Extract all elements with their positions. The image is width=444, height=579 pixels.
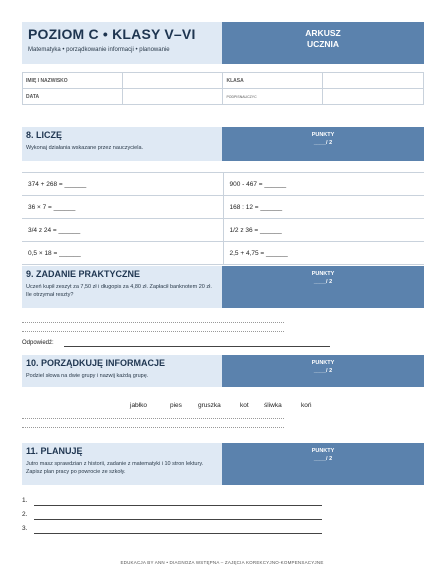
header-badge bbox=[222, 22, 424, 64]
word-item: gruszka bbox=[198, 402, 221, 409]
signature-field[interactable] bbox=[323, 89, 424, 105]
working-line[interactable] bbox=[22, 331, 284, 332]
page-footer: EDUKACJA BY ANN • DIAGNOZA WSTĘPNA – ZAJĘCIA KOREKCYJNO-KOMPENSACYJNE bbox=[120, 560, 324, 565]
grouping-line[interactable] bbox=[22, 427, 284, 428]
task-cell[interactable]: 1/2 z 36 = ______ bbox=[223, 219, 424, 242]
task-cell[interactable]: 0,5 × 18 = ______ bbox=[22, 242, 223, 265]
points-label: PUNKTY bbox=[311, 132, 335, 138]
student-info-table bbox=[22, 72, 424, 105]
section-11-header bbox=[22, 443, 424, 485]
section-11-text bbox=[22, 443, 222, 485]
answer-label: Odpowiedź: bbox=[22, 340, 54, 346]
word-item: śliwka bbox=[264, 402, 282, 409]
points-value: ____/ 2 bbox=[313, 140, 333, 146]
section-9-header bbox=[22, 266, 424, 308]
plan-line[interactable] bbox=[34, 519, 322, 520]
word-item: pies bbox=[170, 402, 182, 409]
worksheet-subtitle: Matematyka • porządkowanie informacji • planowanie bbox=[28, 47, 170, 53]
plan-line[interactable] bbox=[34, 505, 322, 506]
table-row bbox=[22, 242, 424, 265]
section-description: Podziel słowa na dwie grupy i nazwij każdą grupę. bbox=[26, 373, 149, 379]
plan-item bbox=[22, 511, 322, 521]
working-line[interactable] bbox=[22, 322, 284, 323]
worksheet-header bbox=[22, 22, 424, 64]
points-label: PUNKTY bbox=[311, 448, 335, 454]
section-10-text bbox=[22, 355, 222, 387]
section-10-header bbox=[22, 355, 424, 387]
table-row bbox=[22, 219, 424, 242]
section-title: 11. PLANUJĘ bbox=[26, 446, 83, 456]
points-label: PUNKTY bbox=[311, 271, 335, 277]
badge-line-2: UCZNIA bbox=[306, 39, 340, 49]
task-cell[interactable]: 900 - 467 = ______ bbox=[223, 173, 424, 196]
section-9-points bbox=[222, 266, 424, 308]
points-value: ____/ 2 bbox=[313, 456, 333, 462]
date-field[interactable] bbox=[122, 89, 223, 105]
word-item: kot bbox=[240, 402, 249, 409]
section-8-points bbox=[222, 127, 424, 161]
name-label: IMIĘ I NAZWISKO bbox=[23, 73, 123, 89]
section-8-text bbox=[22, 127, 222, 161]
task-cell[interactable]: 2,5 + 4,75 = ______ bbox=[223, 242, 424, 265]
word-item: jabłko bbox=[130, 402, 147, 409]
section-title: 9. ZADANIE PRAKTYCZNE bbox=[26, 269, 141, 279]
worksheet-title: POZIOM C • KLASY V–VI bbox=[28, 26, 196, 42]
section-title: 8. LICZĘ bbox=[26, 130, 63, 140]
task-cell[interactable]: 3/4 z 24 = ______ bbox=[22, 219, 223, 242]
class-label: KLASA bbox=[223, 73, 323, 89]
plan-item bbox=[22, 525, 322, 535]
task-cell[interactable]: 168 : 12 = ______ bbox=[223, 196, 424, 219]
plan-number: 2. bbox=[22, 511, 28, 518]
class-field[interactable] bbox=[323, 73, 424, 89]
grouping-line[interactable] bbox=[22, 418, 284, 419]
date-label: DATA bbox=[23, 89, 123, 105]
section-10-points bbox=[222, 355, 424, 387]
points-label: PUNKTY bbox=[311, 360, 335, 366]
table-row bbox=[22, 173, 424, 196]
word-item: koń bbox=[301, 402, 312, 409]
answer-line[interactable] bbox=[64, 346, 330, 347]
signature-label: PODPISNAUCZYC bbox=[223, 89, 323, 105]
task-cell[interactable]: 36 × 7 = ______ bbox=[22, 196, 223, 219]
table-row bbox=[22, 196, 424, 219]
plan-line[interactable] bbox=[34, 533, 322, 534]
section-11-points bbox=[222, 443, 424, 485]
calculation-grid bbox=[22, 172, 424, 265]
section-9-text bbox=[22, 266, 222, 308]
plan-item bbox=[22, 497, 322, 507]
plan-number: 1. bbox=[22, 497, 28, 504]
plan-number: 3. bbox=[22, 525, 28, 532]
section-title: 10. PORZĄDKUJĘ INFORMACJE bbox=[26, 358, 166, 368]
section-8-header bbox=[22, 127, 424, 161]
header-title-box bbox=[22, 22, 222, 64]
section-description: Uczeń kupił zeszyt za 7,50 zł i długopis za 4,80 zł. Zapłacił banknotem 20 zł. Ile otrzymał reszty? bbox=[26, 284, 212, 298]
points-value: ____/ 2 bbox=[313, 279, 333, 285]
task-cell[interactable]: 374 + 268 = ______ bbox=[22, 173, 223, 196]
name-field[interactable] bbox=[122, 73, 223, 89]
section-description: Jutro masz sprawdzian z historii, zadanie z matematyki i 10 stron lektury. Zapisz plan pracy po powrocie ze szkoły. bbox=[26, 461, 204, 475]
section-description: Wykonaj działania wskazane przez nauczyciela. bbox=[26, 145, 144, 151]
badge-line-1: ARKUSZ bbox=[305, 28, 341, 38]
points-value: ____/ 2 bbox=[313, 368, 333, 374]
